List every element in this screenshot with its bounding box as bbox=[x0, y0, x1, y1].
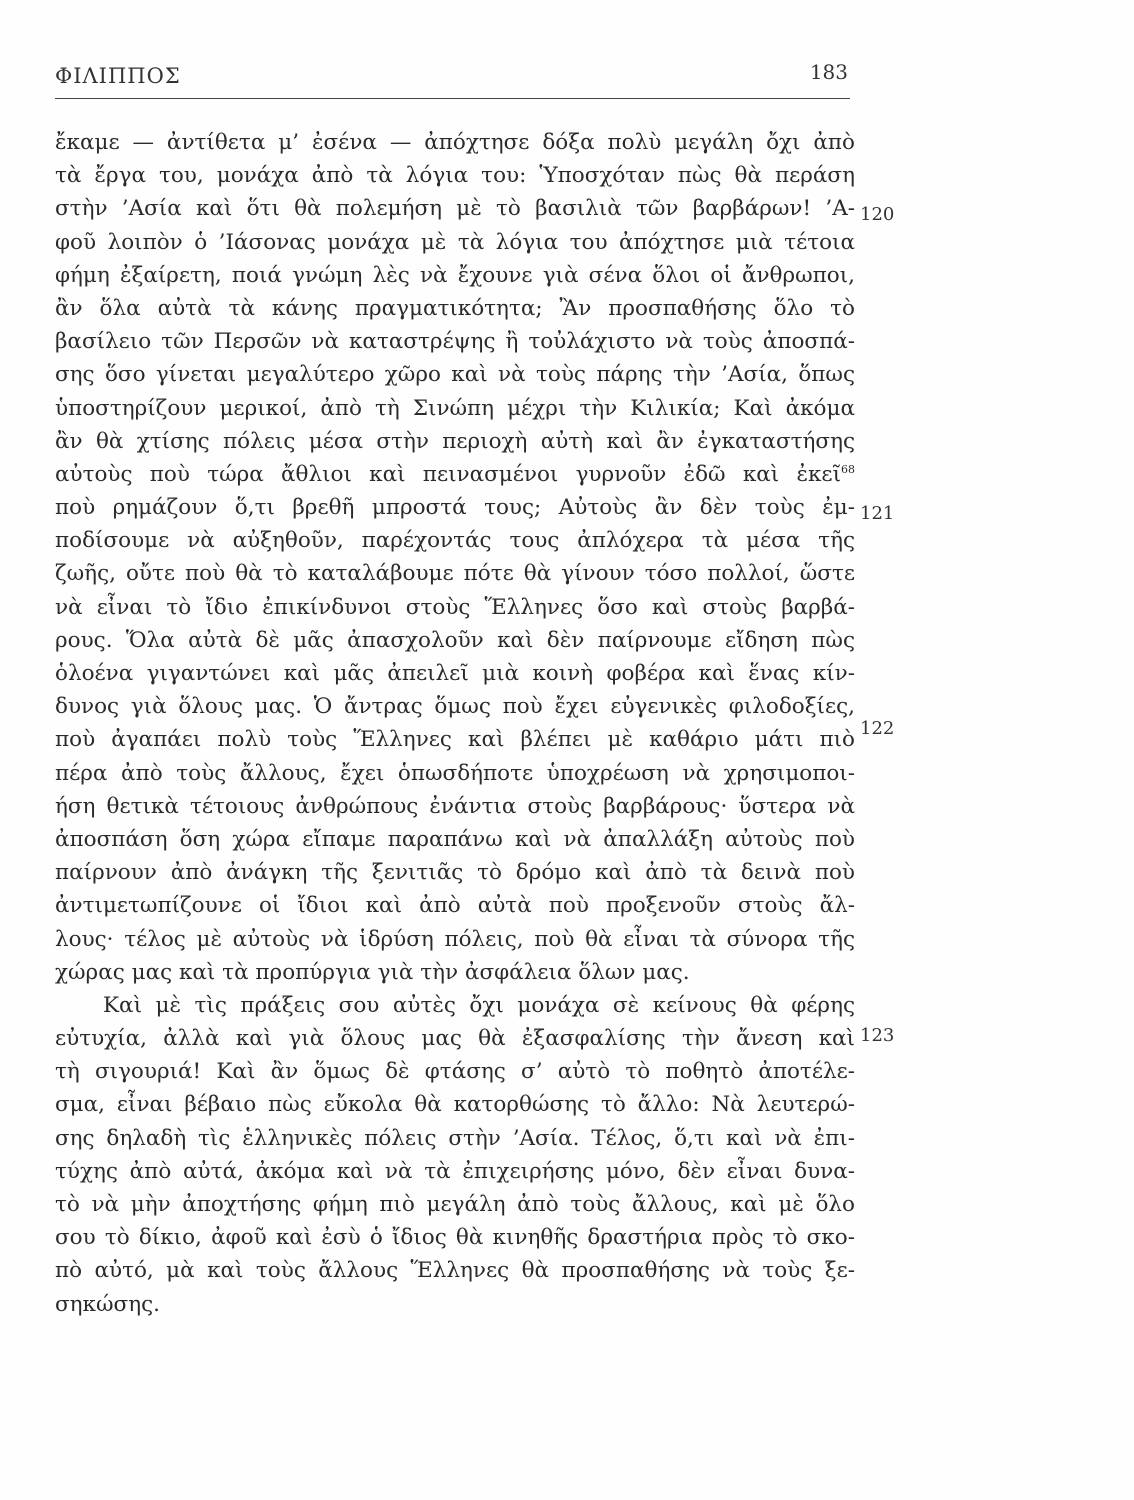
text-line: λους· τέλος μὲ αὐτοὺς νὰ ἱδρύση πόλεις, ποὺ θὰ εἶναι τὰ σύνορα τῆς bbox=[55, 926, 855, 952]
margin-number: 121 bbox=[860, 503, 895, 524]
margin-number: 120 bbox=[860, 204, 895, 225]
text-line: ἔκαμε — ἀντίθετα μ’ ἐσένα — ἀπόχτησε δόξα πολὺ μεγάλη ὄχι ἀπὸ bbox=[55, 130, 855, 155]
text-line: τύχης ἀπὸ αὐτά, ἀκόμα καὶ νὰ τὰ ἐπιχειρήσης μόνο, δὲν εἶναι δυνα- bbox=[55, 1158, 855, 1184]
paragraph-end-line: χώρας μας καὶ τὰ προπύργια γιὰ τὴν ἀσφάλεια ὅλων μας. bbox=[55, 959, 690, 985]
text-line: πέρα ἀπὸ τοὺς ἄλλους, ἔχει ὁπωσδήποτε ὑποχρέωση νὰ χρησιμοποι- bbox=[55, 760, 855, 786]
text-line: φήμη ἐξαίρετη, ποιά γνώμη λὲς νὰ ἔχουνε γιὰ σένα ὅλοι οἱ ἄνθρωποι, bbox=[55, 262, 855, 288]
text-line: ὑποστηρίζουν μερικοί, ἀπὸ τὴ Σινώπη μέχρι τὴν Κιλικία; Καὶ ἀκόμα bbox=[55, 395, 855, 421]
running-head bbox=[55, 60, 850, 96]
page-number: 183 bbox=[809, 60, 848, 84]
text-line: σης δηλαδὴ τὶς ἑλληνικὲς πόλεις στὴν ’Ασία. Τέλος, ὅ,τι καὶ νὰ ἐπι- bbox=[55, 1125, 855, 1151]
text-line: σης ὅσο γίνεται μεγαλύτερο χῶρο καὶ νὰ τοὺς πάρης τὴν ’Ασία, ὅπως bbox=[55, 362, 855, 388]
text-line: ἀντιμετωπίζουνε οἱ ἴδιοι καὶ ἀπὸ αὐτὰ ποὺ προξενοῦν στοὺς ἄλ- bbox=[55, 893, 855, 919]
text-line-content: αὐτοὺς ποὺ τώρα ἄθλιοι καὶ πεινασμένοι γυρνοῦν ἐδῶ καὶ ἐκεῖ bbox=[55, 461, 841, 487]
text-line: σου τὸ δίκιο, ἀφοῦ καὶ ἐσὺ ὁ ἴδιος θὰ κινηθῆς δραστήρια πρὸς τὸ σκο- bbox=[55, 1225, 855, 1251]
text-line-with-footnote bbox=[55, 458, 855, 491]
body-text bbox=[55, 126, 855, 1321]
running-title: ΦΙΛΙΠΠΟΣ bbox=[55, 64, 181, 88]
text-line: εὐτυχία, ἀλλὰ καὶ γιὰ ὅλους μας θὰ ἐξασφαλίσης τὴν ἄνεση καὶ bbox=[55, 1026, 855, 1052]
text-line: πὸ αὐτό, μὰ καὶ τοὺς ἄλλους Ἕλληνες θὰ προσπαθήσης νὰ τοὺς ξε- bbox=[55, 1258, 855, 1284]
text-line: στὴν ’Ασία καὶ ὅτι θὰ πολεμήση μὲ τὸ βασιλιὰ τῶν βαρβάρων! ’Α- bbox=[55, 196, 855, 222]
text-line: ἂν θὰ χτίσης πόλεις μέσα στὴν περιοχὴ αὐτὴ καὶ ἂν ἐγκαταστήσης bbox=[55, 428, 855, 454]
text-line: νὰ εἶναι τὸ ἴδιο ἐπικίνδυνοι στοὺς Ἕλληνες ὅσο καὶ στοὺς βαρβά- bbox=[55, 594, 855, 620]
text-line: ὁλοένα γιγαντώνει καὶ μᾶς ἀπειλεῖ μιὰ κοινὴ φοβέρα καὶ ἕνας κίν- bbox=[55, 661, 855, 686]
footnote-marker: 68 bbox=[841, 462, 855, 476]
text-line: τὰ ἔργα του, μονάχα ἀπὸ τὰ λόγια του: Ὑποσχόταν πὼς θὰ περάση bbox=[55, 163, 855, 189]
text-line: ποδίσουμε νὰ αὐξηθοῦν, παρέχοντάς τους ἀπλόχερα τὰ μέσα τῆς bbox=[55, 528, 855, 554]
text-line: ζωῆς, οὔτε ποὺ θὰ τὸ καταλάβουμε πότε θὰ γίνουν τόσο πολλοί, ὥστε bbox=[55, 561, 855, 587]
margin-number: 123 bbox=[860, 1025, 895, 1046]
margin-number: 122 bbox=[860, 718, 895, 739]
paragraph-end-line: σηκώσης. bbox=[55, 1291, 160, 1317]
text-line: φοῦ λοιπὸν ὁ ’Ιάσονας μονάχα μὲ τὰ λόγια του ἀπόχτησε μιὰ τέτοια bbox=[55, 229, 855, 255]
text-line: ήση θετικὰ τέτοιους ἀνθρώπους ἐνάντια στοὺς βαρβάρους· ὕστερα νὰ bbox=[55, 793, 855, 819]
text-line: ποὺ ἀγαπάει πολὺ τοὺς Ἕλληνες καὶ βλέπει μὲ καθάριο μάτι πιὸ bbox=[55, 727, 855, 753]
text-line: βασίλειο τῶν Περσῶν νὰ καταστρέψης ἢ τοὐλάχιστο νὰ τοὺς ἀποσπά- bbox=[55, 329, 855, 355]
paragraph-start-line: Καὶ μὲ τὶς πράξεις σου αὐτὲς ὄχι μονάχα σὲ κείνους θὰ φέρης bbox=[103, 992, 855, 1018]
text-line: δυνος γιὰ ὅλους μας. Ὁ ἄντρας ὅμως ποὺ ἔχει εὐγενικὲς φιλοδοξίες, bbox=[55, 694, 855, 720]
text-line: τὸ νὰ μὴν ἀποχτήσης φήμη πιὸ μεγάλη ἀπὸ τοὺς ἄλλους, καὶ μὲ ὅλο bbox=[55, 1192, 855, 1217]
text-line: ἂν ὅλα αὐτὰ τὰ κάνης πραγματικότητα; Ἂν προσπαθήσης ὅλο τὸ bbox=[55, 295, 855, 321]
header-rule bbox=[55, 98, 850, 99]
text-line: παίρνουν ἀπὸ ἀνάγκη τῆς ξενιτιᾶς τὸ δρόμο καὶ ἀπὸ τὰ δεινὰ ποὺ bbox=[55, 860, 855, 886]
text-line: ἀποσπάση ὅση χώρα εἴπαμε παραπάνω καὶ νὰ ἀπαλλάξη αὐτοὺς ποὺ bbox=[55, 826, 855, 852]
text-line: ποὺ ρημάζουν ὅ,τι βρεθῆ μπροστά τους; Αὐτοὺς ἂν δὲν τοὺς ἐμ- bbox=[55, 495, 855, 521]
text-line: ρους. Ὅλα αὐτὰ δὲ μᾶς ἀπασχολοῦν καὶ δὲν παίρνουμε εἴδηση πὼς bbox=[55, 627, 855, 653]
text-line: σμα, εἶναι βέβαιο πὼς εὔκολα θὰ κατορθώσης τὸ ἄλλο: Νὰ λευτερώ- bbox=[55, 1092, 855, 1118]
text-line: τὴ σιγουριά! Καὶ ἂν ὅμως δὲ φτάσης σ’ αὐτὸ τὸ ποθητὸ ἀποτέλε- bbox=[55, 1059, 855, 1085]
